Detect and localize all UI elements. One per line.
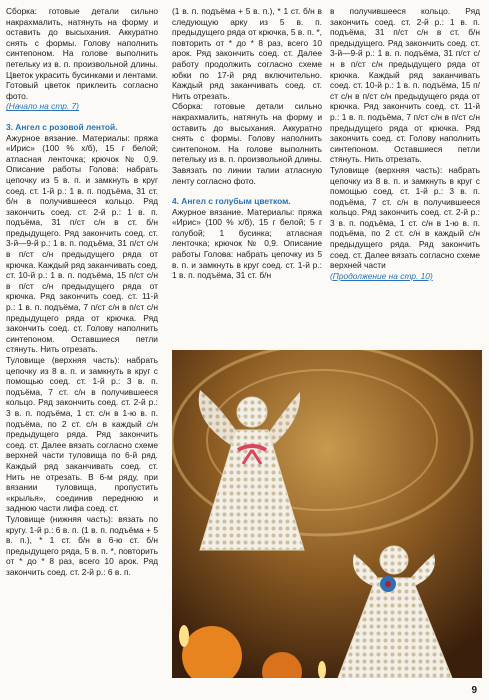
page-number: 9	[471, 685, 477, 696]
text-column-2	[172, 6, 322, 281]
skirt-paragraph: (1 в. п. подъёма + 5 в. п.), * 1 ст. б/н в следующую арку из 5 в. п. предыдущего ряда от крючка, 5 в. п. *, повторить от * до * 8 раз, всего 10 арок. Ряд закончить соед. ст. Далее работу продолжить согласно схеме юбки по 17-й ряд включительно. Каждый ряд заканчивать соед. ст. Нить отрезать.	[172, 6, 322, 101]
body-upper-paragraph-2: Туловище (верхняя часть): набрать цепочку из 8 в. п. и замкнуть в круг с помощью соед. ст. 1-й р.: 3 в. п. подъёма, 7 ст. с/н в получившееся кольцо. Ряд закончить соед. ст. 2-й р.: 3 в. п. подъёма, 1 ст. с/н в 1-ю в. п. подъёма, по 2 ст. с/н в каждый с/н предыдущего ряда. Ряд закончить соед. ст. Далее вязать согласно схеме верхней части	[330, 164, 480, 271]
section-title-angel-pink-ribbon: 3. Ангел с розовой лентой.	[6, 121, 118, 132]
section-title-angel-blue-flower: 4. Ангел с голубым цветком.	[172, 196, 291, 207]
assembly-paragraph: Сборка: готовые детали сильно накрахмалить, натянуть на форму и оставить до высыхания. Аккуратно снять с формы. Голову наполнить синтепоном. На голове выполнить петельку из в. п. произвольной длины. Цветок украсить бусинками и лентами. Готовый цветок приклеить согласно фото.	[6, 6, 158, 101]
start-page-link[interactable]: (Начало на стр. 7)	[6, 101, 79, 112]
angels-photo	[172, 350, 482, 678]
head-rows-paragraph: в получившееся кольцо. Ряд закончить соед. ст. 2-й р.: 1 в. п. подъёма, 31 п/ст с/н в ст. б/н предыдущего. Ряд закончить соед. ст. 3-й—9-й р.: 1 в. п. подъёма, 31 п/ст с/н в п/ст с/н предыдущего ряда от крючка. Каждый ряд заканчивать соед. ст. 10-й р.: 1 в. п. подъёма, 15 п/ст с/н в п/ст с/н предыдущего ряда от крючка. Ряд закончить соед. ст. 11-й р.: 1 в. п. подъёма, 7 п/ст с/н в п/ст с/н предыдущего ряда от крючка. Ряд закончить соед. ст. Голову наполнить синтепоном. Оставшиеся петли стянуть. Нить отрезать.	[330, 6, 480, 165]
materials-head-paragraph: Ажурное вязание. Материалы: пряжа «Ирис» (100 % х/б), 15 г белой; атласная ленточка; крючок № 0,9. Описание работы Голова: набрать цепочку из 5 в. п. и замкнуть в круг соед. ст. 1-й р.: 1 в. п. подъёма, 31 ст. б/н в получившееся кольцо. Ряд закончить соед. ст. 2-й р.: 1 в. п. подъёма, 31 п/ст с/н в ст. б/н предыдущего. Ряд закончить соед. ст. 3-й—9-й р.: 1 в. п. подъёма, 31 п/ст с/н в п/ст с/н предыдущего ряда от крючка. Каждый ряд заканчивать соед. ст. 10-й р.: 1 в. п. подъёма, 15 п/ст с/н в п/ст с/н предыдущего ряда от крючка. Ряд закончить соед. ст. 11-й р.: 1 в. п. подъёма, 7 п/ст с/н в п/ст с/н предыдущего ряда от крючка. Ряд закончить соед. ст. Голову наполнить синтепоном. Оставшиеся петли стянуть. Нить отрезать.	[6, 132, 158, 355]
body-upper-paragraph: Туловище (верхняя часть): набрать цепочку из 8 в. п. и замкнуть в круг с помощью соед. ст. 1-й р.: 3 в. п. подъёма, 7 ст. с/н в получившееся кольцо. Ряд закончить соед. ст. 2-й р.: 3 в. п. подъёма, 1 ст. с/н в 1-ю в. п. подъёма, по 2 ст. с/н в каждый с/н предыдущего ряда. Ряд закончить соед. ст. Далее вязать согласно схеме верхней части туловища по 6-й ряд. Каждый ряд заканчивать соед. ст. Нить не отрезать. В 6-м ряду, при вязании туловища, пропустить «крылья», соединив переднюю и заднюю части лифа соед. ст.	[6, 355, 158, 514]
text-column-3	[330, 6, 480, 281]
angels-photo-drawing	[172, 350, 482, 678]
materials-paragraph-2: Ажурное вязание. Материалы: пряжа «Ирис» (100 % х/б), 15 г белой; 5 г голубой; 1 бусинка; атласная ленточка; крючок № 0,9. Описание работы Голова: набрать цепочку из 5 в. п. и замкнуть в круг соед. ст. 1-й р.: 1 в. п. подъёма, 31 ст. б/н	[172, 206, 322, 281]
continued-page-link[interactable]: (Продолжение на стр. 10)	[330, 270, 433, 281]
assembly-paragraph-2: Сборка: готовые детали сильно накрахмалить, натянуть на форму и оставить до высыхания. Аккуратно снять с формы. Голову наполнить синтепоном. На голове выполнить петельку из в. п. произвольной длины. Завязать по линии талии атласную ленту согласно фото.	[172, 101, 322, 186]
body-lower-paragraph: Туловище (нижняя часть): вязать по кругу. 1-й р.: 6 в. п. (1 в. п. подъёма + 5 в. п.), * 1 ст. б/н в 6-ю ст. б/н предыдущего ряда, 5 в. п. *, повторить от * до * 8 раз, всего 10 арок. Ряд закончить соед. ст. 2-й р.: 6 в. п.	[6, 513, 158, 577]
text-column-1	[6, 6, 158, 577]
